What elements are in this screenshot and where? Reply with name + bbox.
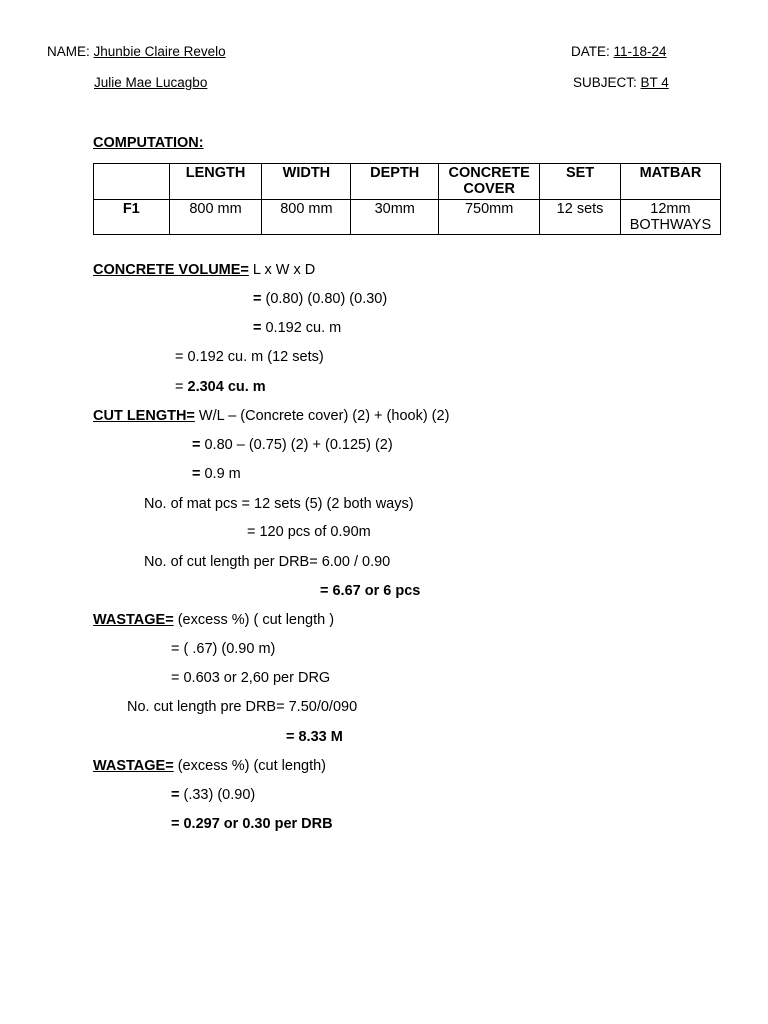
table-cell: F1 xyxy=(94,200,170,235)
cut-per-drb-result: = 6.67 or 6 pcs xyxy=(320,583,421,599)
cut-length-line xyxy=(93,408,449,424)
concrete-volume-line xyxy=(93,262,315,278)
subject-value: BT 4 xyxy=(640,75,669,90)
cut-pre-drb-line: No. cut length pre DRB= 7.50/0/090 xyxy=(127,699,358,715)
table-header-cell: WIDTH xyxy=(262,164,351,200)
table-header-row xyxy=(94,164,721,200)
concrete-volume-formula: L x W x D xyxy=(248,262,316,278)
table-row xyxy=(94,200,721,235)
wastage-label: WASTAGE= xyxy=(93,612,174,628)
table-header-cell: LENGTH xyxy=(169,164,262,200)
step-text: 0.192 cu. m xyxy=(261,320,342,336)
cut-length-step-1 xyxy=(192,437,393,453)
table-header-cell: CONCRETE COVER xyxy=(439,164,540,200)
wastage-formula: (excess %) (cut length) xyxy=(173,758,327,774)
equals-sign: = xyxy=(253,291,262,307)
concrete-volume-step-2 xyxy=(253,320,341,336)
step-text: 0.9 m xyxy=(200,466,241,482)
table-cell: 800 mm xyxy=(262,200,351,235)
result-value: 2.304 cu. m xyxy=(187,379,266,395)
concrete-volume-label: CONCRETE VOLUME= xyxy=(93,262,249,278)
table-header-cell: SET xyxy=(540,164,621,200)
step-text: (.33) (0.90) xyxy=(179,787,256,803)
wastage-1-step-2: = 0.603 or 2,60 per DRG xyxy=(171,670,331,686)
subject-field xyxy=(573,75,669,90)
table-header-cell: DEPTH xyxy=(351,164,439,200)
cut-length-step-2 xyxy=(192,466,241,482)
concrete-volume-result xyxy=(175,379,266,395)
wastage-2-step-1 xyxy=(171,787,255,803)
table-cell: 12 sets xyxy=(540,200,621,235)
table-header-cell xyxy=(94,164,170,200)
wastage-formula: (excess %) ( cut length ) xyxy=(173,612,335,628)
wastage-2-result: = 0.297 or 0.30 per DRB xyxy=(171,816,333,832)
date-value: 11-18-24 xyxy=(613,44,667,59)
wastage-line-1 xyxy=(93,612,334,628)
table-cell: 30mm xyxy=(351,200,439,235)
cut-pre-drb-result: = 8.33 M xyxy=(286,729,343,745)
name-field xyxy=(47,44,226,59)
concrete-volume-step-3: = 0.192 cu. m (12 sets) xyxy=(175,349,324,365)
computation-title: COMPUTATION: xyxy=(93,135,204,151)
cut-length-formula: W/L – (Concrete cover) (2) + (hook) (2) xyxy=(194,408,450,424)
table-cell: 12mm BOTHWAYS xyxy=(620,200,720,235)
wastage-label: WASTAGE= xyxy=(93,758,174,774)
equals-sign: = xyxy=(253,320,262,336)
student-name-2: Julie Mae Lucagbo xyxy=(94,75,208,90)
table-header-cell: MATBAR xyxy=(620,164,720,200)
step-text: 0.80 – (0.75) (2) + (0.125) (2) xyxy=(200,437,393,453)
date-field xyxy=(571,44,667,59)
equals-sign: = xyxy=(192,437,201,453)
concrete-volume-step-1 xyxy=(253,291,387,307)
step-text: (0.80) (0.80) (0.30) xyxy=(261,291,388,307)
result-prefix: = xyxy=(175,379,188,395)
equals-sign: = xyxy=(192,466,201,482)
mat-pieces-result: = 120 pcs of 0.90m xyxy=(247,524,371,540)
computation-table xyxy=(93,163,721,235)
student-name-1: Jhunbie Claire Revelo xyxy=(93,44,226,59)
cut-per-drb-line: No. of cut length per DRB= 6.00 / 0.90 xyxy=(144,554,391,570)
name-label: NAME: xyxy=(47,44,90,59)
date-label: DATE: xyxy=(571,44,610,59)
equals-sign: = xyxy=(171,787,180,803)
mat-pieces-line: No. of mat pcs = 12 sets (5) (2 both ways) xyxy=(144,496,414,512)
table-cell: 800 mm xyxy=(169,200,262,235)
wastage-line-2 xyxy=(93,758,326,774)
wastage-1-step-1: = ( .67) (0.90 m) xyxy=(171,641,276,657)
table-cell: 750mm xyxy=(439,200,540,235)
cut-length-label: CUT LENGTH= xyxy=(93,408,195,424)
subject-label: SUBJECT: xyxy=(573,75,637,90)
